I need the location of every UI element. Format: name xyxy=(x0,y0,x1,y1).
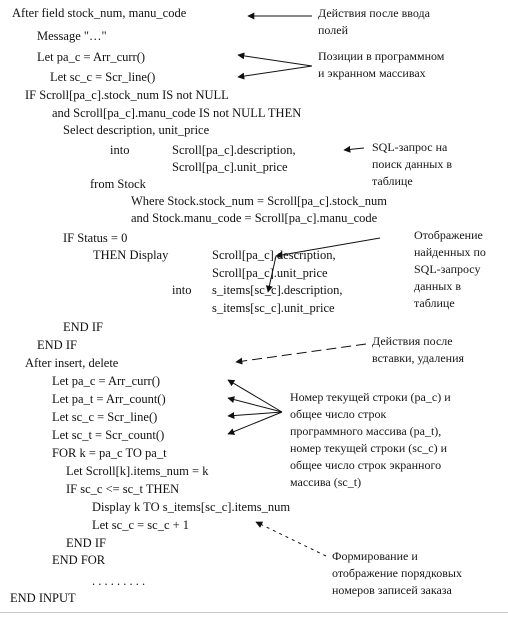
arrow-sql xyxy=(344,148,364,150)
annotation-line: Позиции в программном xyxy=(318,49,445,63)
code-line: IF Status = 0 xyxy=(63,231,128,245)
annotation-line: общее число строк экранного xyxy=(290,458,442,472)
code-line: Let sc_c = Scr_line() xyxy=(52,410,158,424)
code-line: Let pa_t = Arr_count() xyxy=(52,392,166,406)
code-line: Let sc_c = Scr_line() xyxy=(50,70,156,84)
code-line: Let pa_c = Arr_curr() xyxy=(52,374,161,388)
annotation-line: данных в xyxy=(414,279,462,293)
annotation-line: Действия после xyxy=(372,334,453,348)
code-line: Where Stock.stock_num = Scroll[pa_c].stock_num xyxy=(131,194,387,208)
code-line: s_items[sc_c].unit_price xyxy=(212,301,335,315)
code-line: Select description, unit_price xyxy=(63,123,210,137)
code-line: Let pa_c = Arr_curr() xyxy=(37,50,146,64)
code-line: FOR k = pa_c TO pa_t xyxy=(52,446,167,460)
code-line: END FOR xyxy=(52,553,106,567)
code-line: IF sc_c <= sc_t THEN xyxy=(66,482,180,496)
annotation-line: номер текущей строки (sc_c) и xyxy=(290,441,448,455)
code-line: Scroll[pa_c].unit_price xyxy=(212,266,328,280)
code-line: After field stock_num, manu_code xyxy=(12,6,187,20)
annotation-line: отображение порядковых xyxy=(332,566,462,580)
code-line: from Stock xyxy=(90,177,146,191)
code-line: After insert, delete xyxy=(25,356,119,370)
annotation-line: вставки, удаления xyxy=(372,351,465,365)
arrow-display-into xyxy=(268,256,276,292)
annotation-line: Формирование и xyxy=(332,549,418,563)
arrow-pa-c-2 xyxy=(228,380,282,412)
code-line: Let sc_t = Scr_count() xyxy=(52,428,165,442)
annotation-line: номеров записей заказа xyxy=(332,583,452,597)
arrow-numbering xyxy=(256,522,326,556)
code-line: Let sc_c = sc_c + 1 xyxy=(92,518,190,532)
annotation-line: поиск данных в xyxy=(372,157,453,171)
arrow-pa-c xyxy=(238,55,312,66)
code-line: and Stock.manu_code = Scroll[pa_c].manu_code xyxy=(131,211,378,225)
annotation-line: Действия после ввода xyxy=(318,6,430,20)
code-line: Display k TO s_items[sc_c].items_num xyxy=(92,500,291,514)
annotation-line: SQL-запросу xyxy=(414,262,481,276)
annotation-line: полей xyxy=(318,23,348,37)
annotation-line: найденных по xyxy=(414,245,486,259)
annotation-line: программного массива (pa_t), xyxy=(290,424,442,438)
code-line: Message "…" xyxy=(37,29,107,43)
page-bottom-rule xyxy=(0,612,508,613)
code-line: IF Scroll[pa_c].stock_num IS not NULL xyxy=(25,88,229,102)
annotation-line: SQL-запрос на xyxy=(372,140,448,154)
code-line: END IF xyxy=(37,338,77,352)
code-line: into xyxy=(172,283,192,297)
code-line: Scroll[pa_c].description, xyxy=(172,143,296,157)
code-line: Let Scroll[k].items_num = k xyxy=(66,464,209,478)
annotation-line: Отображение xyxy=(414,228,483,242)
code-line: into xyxy=(110,143,130,157)
code-line: Scroll[pa_c].description, xyxy=(212,248,336,262)
annotation-line: массива (sc_t) xyxy=(290,475,362,489)
annotation-line: таблице xyxy=(372,174,413,188)
code-line: END INPUT xyxy=(10,591,76,605)
annotation-line: таблице xyxy=(414,296,455,310)
code-line: s_items[sc_c].description, xyxy=(212,283,343,297)
code-line: Scroll[pa_c].unit_price xyxy=(172,160,288,174)
arrow-sc-c xyxy=(238,66,312,77)
code-line: END IF xyxy=(63,320,103,334)
annotation-line: и экранном массивах xyxy=(318,66,426,80)
arrow-pa-t xyxy=(228,398,282,412)
code-line: . . . . . . . . . xyxy=(92,574,146,588)
annotation-line: Номер текущей строки (pa_c) и xyxy=(290,390,451,404)
annotation-line: общее число строк xyxy=(290,407,387,421)
arrow-after-insert xyxy=(236,344,366,362)
arrow-display xyxy=(276,238,380,256)
code-line: END IF xyxy=(66,536,106,550)
code-line: and Scroll[pa_c].manu_code IS not NULL THEN xyxy=(52,106,302,120)
code-line: THEN Display xyxy=(93,248,169,262)
